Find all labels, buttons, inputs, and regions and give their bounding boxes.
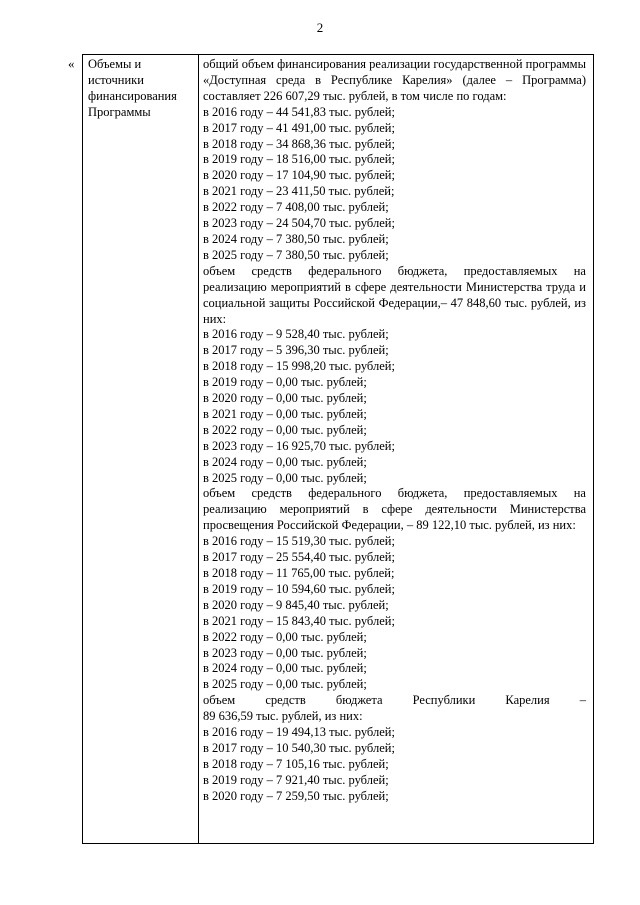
year-amount-line: в 2020 году – 7 259,50 тыс. рублей; [203,788,389,803]
year-amount-line: в 2022 году – 7 408,00 тыс. рублей; [203,200,389,215]
label-line: финансирования [88,88,177,103]
year-amount-line: в 2016 году – 15 519,30 тыс. рублей; [203,534,395,549]
year-amount-line: в 2025 году – 7 380,50 тыс. рублей; [203,247,389,262]
label-line: источники [88,72,144,87]
label-line: Программы [88,104,151,119]
regional-word: бюджета [335,693,383,708]
year-amount-line: в 2017 году – 41 491,00 тыс. рублей; [203,120,395,135]
year-amount-line: в 2021 году – 23 411,50 тыс. рублей; [203,184,395,199]
federal-labor-years-list [203,327,586,486]
year-amount-line: в 2022 году – 0,00 тыс. рублей; [203,422,367,437]
year-amount-line: в 2020 году – 17 104,90 тыс. рублей; [203,168,395,183]
year-amount-line: в 2016 году – 9 528,40 тыс. рублей; [203,327,389,342]
regional-years-list [203,725,586,805]
year-amount-line: в 2019 году – 10 594,60 тыс. рублей; [203,581,395,596]
year-amount-line: в 2025 году – 0,00 тыс. рублей; [203,470,367,485]
table-label-cell [83,55,199,843]
regional-word: объем [203,693,236,708]
federal-education-paragraph: объем средств федерального бюджета, предоставляемых на реализацию мероприятий в сфере деятельности Министерства просвещения Российской Федерации, – 89 122,10 тыс. рублей, из них: [203,486,586,533]
regional-word: средств [265,693,306,708]
year-amount-line: в 2017 году – 25 554,40 тыс. рублей; [203,550,395,565]
year-amount-line: в 2016 году – 44 541,83 тыс. рублей; [203,104,395,119]
federal-labor-paragraph: объем средств федерального бюджета, предоставляемых на реализацию мероприятий в сфере деятельности Министерства труда и социальной защиты Российской Федерации,– 47 848,60 тыс. рублей, из них: [203,263,586,326]
regional-word: Республики [412,693,476,708]
financing-table [82,54,594,844]
regional-word: Карелия [505,693,550,708]
total-financing-paragraph: общий объем финансирования реализации государственной программы «Доступная среда в Республике Карелия» (далее – Программа) составляет 226 607,29 тыс. рублей, в том числе по годам: [203,57,586,103]
year-amount-line: в 2020 году – 9 845,40 тыс. рублей; [203,597,389,612]
year-amount-line: в 2023 году – 16 925,70 тыс. рублей; [203,438,395,453]
opening-quote-mark: « [68,56,75,71]
total-years-list [203,105,586,264]
year-amount-line: в 2018 году – 34 868,36 тыс. рублей; [203,136,395,151]
year-amount-line: в 2021 году – 0,00 тыс. рублей; [203,406,367,421]
year-amount-line: в 2018 году – 15 998,20 тыс. рублей; [203,359,395,374]
regional-total-line: 89 636,59 тыс. рублей, из них: [203,709,363,724]
year-amount-line: в 2023 году – 24 504,70 тыс. рублей; [203,216,395,231]
year-amount-line: в 2024 году – 0,00 тыс. рублей; [203,661,367,676]
year-amount-line: в 2024 году – 0,00 тыс. рублей; [203,454,367,469]
year-amount-line: в 2017 году – 5 396,30 тыс. рублей; [203,343,389,358]
year-amount-line: в 2017 году – 10 540,30 тыс. рублей; [203,740,395,755]
year-amount-line: в 2019 году – 18 516,00 тыс. рублей; [203,152,395,167]
page-number: 2 [316,20,324,35]
year-amount-line: в 2018 году – 7 105,16 тыс. рублей; [203,756,389,771]
year-amount-line: в 2019 году – 0,00 тыс. рублей; [203,375,367,390]
year-amount-line: в 2019 году – 7 921,40 тыс. рублей; [203,772,389,787]
year-amount-line: в 2022 году – 0,00 тыс. рублей; [203,629,367,644]
year-amount-line: в 2023 году – 0,00 тыс. рублей; [203,645,367,660]
year-amount-line: в 2024 году – 7 380,50 тыс. рублей; [203,231,389,246]
year-amount-line: в 2018 году – 11 765,00 тыс. рублей; [203,566,395,580]
label-line: Объемы и [88,57,142,71]
year-amount-line: в 2020 году – 0,00 тыс. рублей; [203,391,367,406]
regional-heading-line [203,693,586,709]
year-amount-line: в 2025 году – 0,00 тыс. рублей; [203,677,367,692]
year-amount-line: в 2016 году – 19 494,13 тыс. рублей; [203,725,395,740]
year-amount-line: в 2021 году – 15 843,40 тыс. рублей; [203,613,395,628]
table-content-cell [199,55,593,843]
regional-word: – [579,693,586,708]
federal-education-years-list [203,534,586,693]
